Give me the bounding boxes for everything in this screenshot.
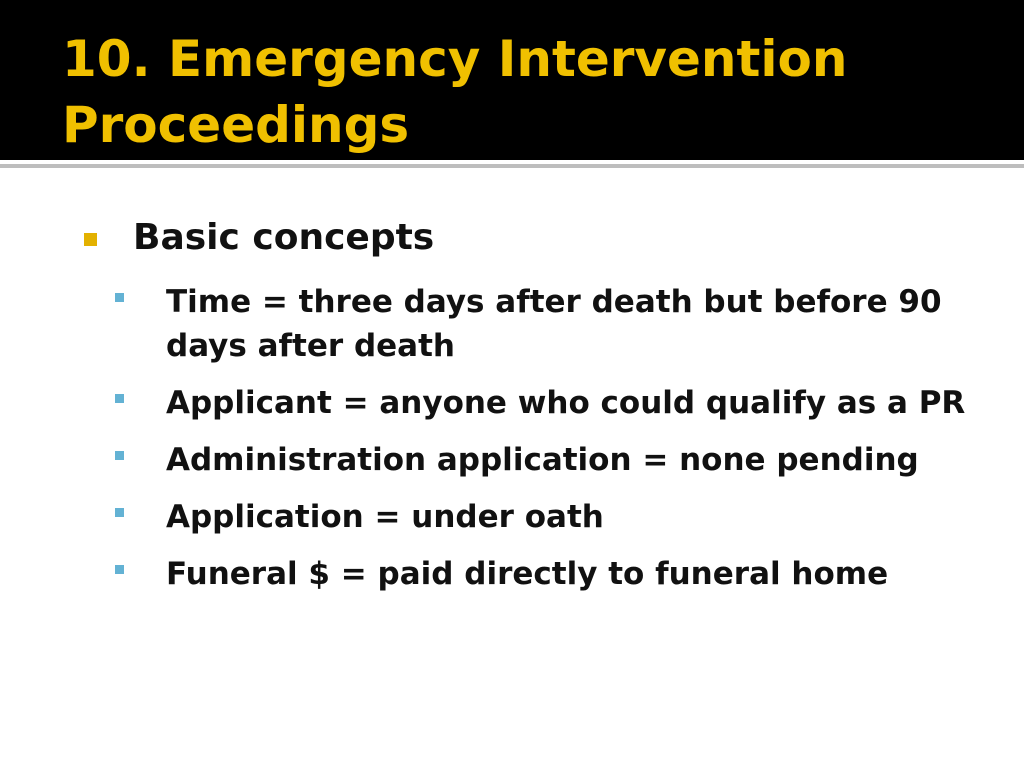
square-bullet-icon: [84, 233, 97, 246]
square-bullet-icon: [115, 293, 124, 302]
square-bullet-icon: [115, 451, 124, 460]
sub-bullet-text: Application = under oath: [166, 499, 604, 535]
square-bullet-icon: [115, 565, 124, 574]
sub-bullet-item: [166, 495, 966, 539]
square-bullet-icon: [115, 394, 124, 403]
square-bullet-icon: [115, 508, 124, 517]
sub-bullet-text: Time = three days after death but before 90 days after death: [166, 284, 942, 364]
sub-bullet-list: [166, 280, 966, 609]
slide-title: 10. Emergency Intervention Proceedings: [62, 30, 848, 154]
sub-bullet-text: Funeral $ = paid directly to funeral home: [166, 556, 889, 592]
sub-bullet-item: [166, 438, 966, 482]
sub-bullet-item: [166, 381, 966, 425]
sub-bullet-text: Applicant = anyone who could qualify as a PR: [166, 385, 966, 421]
sub-bullet-text: Administration application = none pending: [166, 442, 919, 478]
sub-bullet-item: [166, 552, 966, 596]
sub-bullet-item: [166, 280, 966, 368]
bullet-level1-text: Basic concepts: [133, 217, 435, 258]
